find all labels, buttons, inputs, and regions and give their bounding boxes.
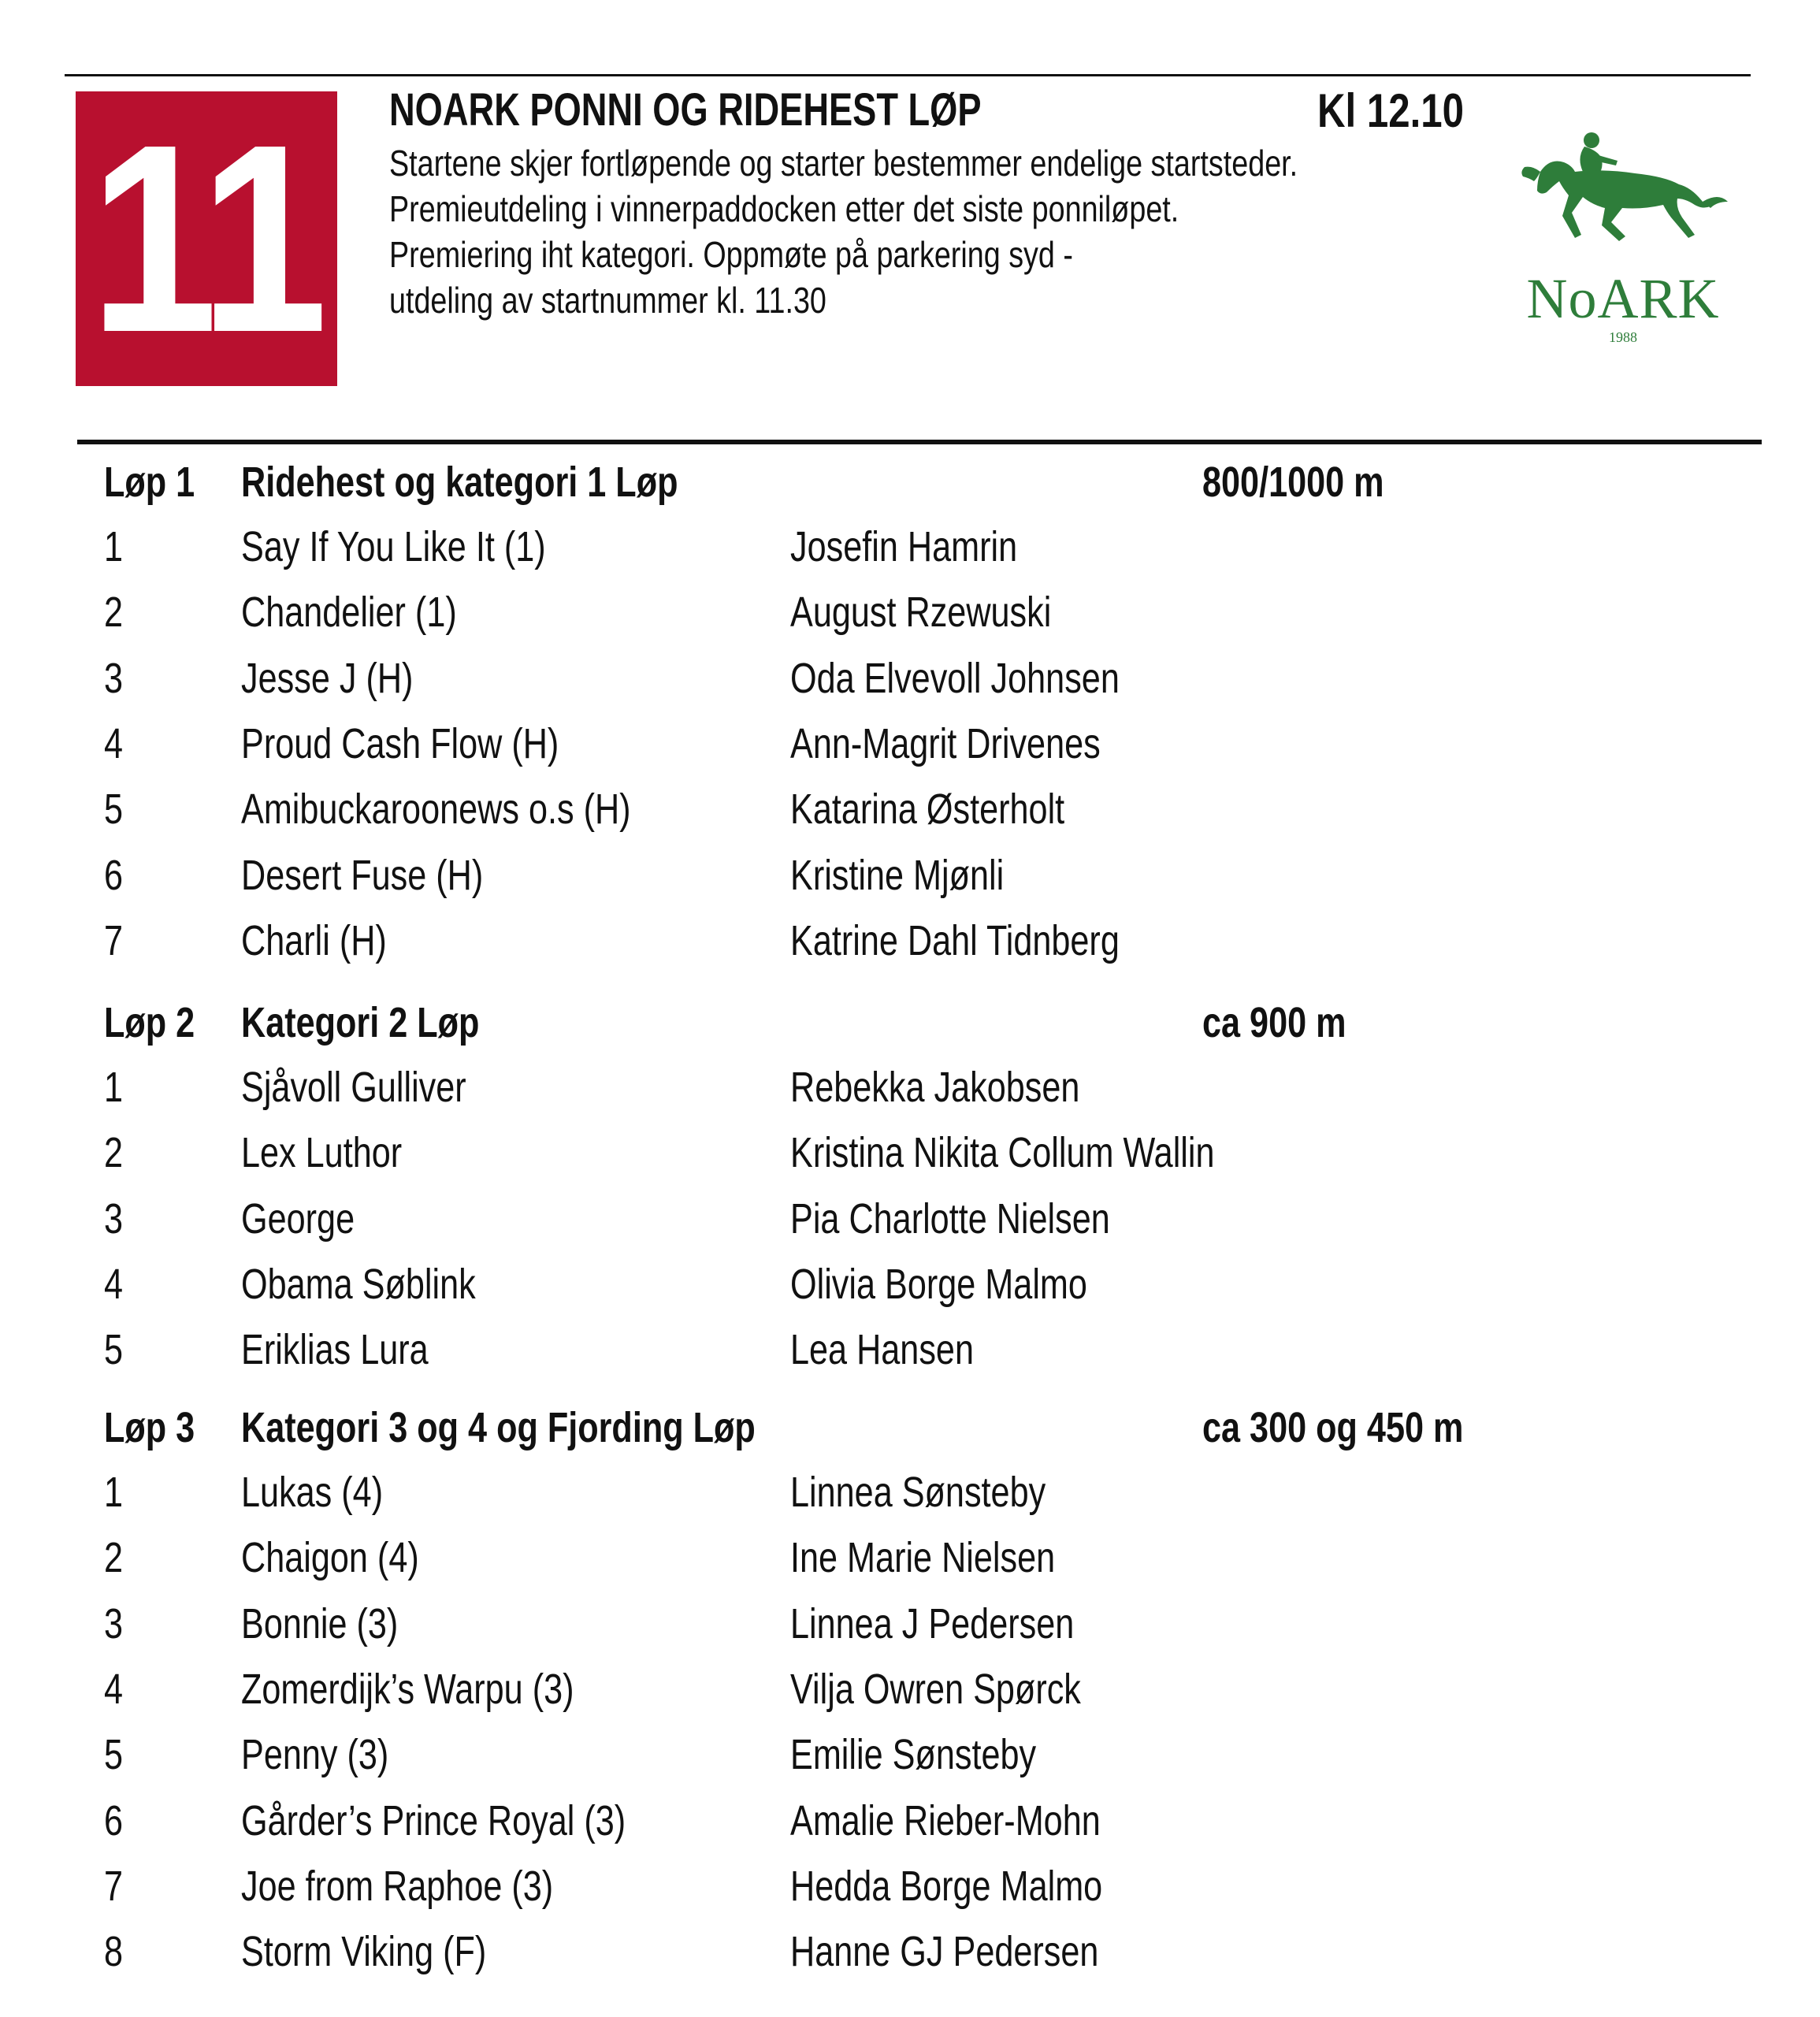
entry-number: 2 (104, 1534, 124, 1582)
entry-number: 2 (104, 589, 124, 637)
horse-name: Chaigon (4) (241, 1534, 419, 1582)
heat-header (0, 1396, 1820, 1459)
heat-label: Løp 1 (104, 459, 195, 506)
entry-row (0, 778, 1820, 841)
heat-distance: 800/1000 m (1202, 459, 1384, 506)
entry-row (0, 1855, 1820, 1918)
entry-row (0, 1253, 1820, 1316)
heat-header (0, 451, 1820, 514)
entry-number: 4 (104, 1665, 124, 1713)
description-line: Premiering iht kategori. Oppmøte på parkering syd - (389, 234, 1073, 275)
horse-name: Charli (H) (241, 916, 387, 964)
heat-distance: ca 300 og 450 m (1202, 1404, 1464, 1451)
race-title: NOARK PONNI OG RIDEHEST LØP (389, 84, 982, 136)
horse-name: Penny (3) (241, 1731, 389, 1779)
description-line: utdeling av startnummer kl. 11.30 (389, 280, 826, 321)
rider-name: Emilie Sønsteby (790, 1731, 1037, 1779)
entry-number: 1 (104, 1064, 124, 1111)
entry-row (0, 647, 1820, 710)
rider-name: Katarina Østerholt (790, 786, 1065, 834)
rider-name: Lea Hansen (790, 1326, 974, 1374)
rider-name: Oda Elvevoll Johnsen (790, 654, 1120, 702)
rider-name: Rebekka Jakobsen (790, 1064, 1080, 1111)
entry-number: 7 (104, 1862, 124, 1910)
entry-number: 8 (104, 1928, 124, 1976)
rider-name: Amalie Rieber-Mohn (790, 1796, 1101, 1844)
horse-name: Joe from Raphoe (3) (241, 1862, 554, 1910)
entry-number: 3 (104, 1194, 124, 1243)
entry-number: 5 (104, 786, 124, 834)
rider-name: Linnea J Pedersen (790, 1599, 1075, 1647)
heat-header (0, 991, 1820, 1054)
rider-name: Kristine Mjønli (790, 851, 1005, 899)
entry-number: 5 (104, 1326, 124, 1374)
entry-row (0, 1789, 1820, 1852)
rider-name: August Rzewuski (790, 589, 1052, 637)
entry-row (0, 1526, 1820, 1589)
rider-name: Hedda Borge Malmo (790, 1862, 1103, 1910)
entry-row (0, 1056, 1820, 1119)
entry-row (0, 1592, 1820, 1655)
rider-name: Linnea Sønsteby (790, 1469, 1046, 1516)
entry-row (0, 515, 1820, 578)
horse-name: Lukas (4) (241, 1469, 384, 1516)
entry-number: 4 (104, 719, 124, 767)
noark-logo (1517, 126, 1729, 347)
entry-row (0, 712, 1820, 775)
horse-name: Gårder’s Prince Royal (3) (241, 1796, 626, 1844)
entry-row (0, 1461, 1820, 1524)
horse-name: Lex Luthor (241, 1129, 403, 1177)
entry-row (0, 1318, 1820, 1381)
entry-row (0, 909, 1820, 972)
entry-number: 3 (104, 1599, 124, 1647)
entry-row (0, 1920, 1820, 1983)
entry-number: 7 (104, 916, 124, 964)
section-divider (77, 440, 1762, 444)
entry-number: 4 (104, 1260, 124, 1308)
heat-label: Løp 3 (104, 1404, 195, 1451)
horse-name: Proud Cash Flow (H) (241, 719, 559, 767)
horse-and-jockey-icon (1517, 126, 1729, 268)
rider-name: Olivia Borge Malmo (790, 1260, 1087, 1308)
entry-row (0, 1723, 1820, 1786)
logo-year: 1988 (1609, 329, 1637, 345)
heat-category: Ridehest og kategori 1 Løp (241, 459, 678, 506)
rider-name: Katrine Dahl Tidnberg (790, 916, 1120, 964)
heat-category: Kategori 3 og 4 og Fjording Løp (241, 1404, 756, 1451)
logo-wordmark: NoARK (1526, 267, 1720, 330)
rider-name: Hanne GJ Pedersen (790, 1928, 1099, 1976)
entry-number: 3 (104, 654, 124, 702)
heat-category: Kategori 2 Løp (241, 999, 480, 1046)
horse-name: Zomerdijk’s Warpu (3) (241, 1665, 574, 1713)
entry-row (0, 581, 1820, 644)
horse-name: Eriklias Lura (241, 1326, 429, 1374)
horse-name: George (241, 1194, 355, 1243)
horse-name: Obama Søblink (241, 1260, 476, 1308)
entry-number: 2 (104, 1129, 124, 1177)
horse-name: Storm Viking (F) (241, 1928, 487, 1976)
horse-name: Jesse J (H) (241, 654, 414, 702)
entry-row (0, 1187, 1820, 1250)
entry-row (0, 1658, 1820, 1721)
description-line: Premieutdeling i vinnerpaddocken etter det siste ponniløpet. (389, 188, 1179, 229)
entry-number: 6 (104, 851, 124, 899)
horse-name: Desert Fuse (H) (241, 851, 484, 899)
horse-name: Bonnie (3) (241, 1599, 399, 1647)
rider-name: Pia Charlotte Nielsen (790, 1194, 1110, 1243)
entry-number: 6 (104, 1796, 124, 1844)
rider-name: Ine Marie Nielsen (790, 1534, 1056, 1582)
rider-name: Josefin Hamrin (790, 523, 1018, 570)
entry-row (0, 844, 1820, 907)
horse-name: Sjåvoll Gulliver (241, 1064, 466, 1111)
rider-name: Vilja Owren Spørck (790, 1665, 1081, 1713)
entry-number: 5 (104, 1731, 124, 1779)
description-line: Startene skjer fortløpende og starter bestemmer endelige startsteder. (389, 143, 1298, 184)
race-number: 11 (90, 89, 323, 388)
race-time: Kl 12.10 (1317, 84, 1464, 137)
entry-row (0, 1121, 1820, 1184)
rider-name: Ann-Magrit Drivenes (790, 719, 1101, 767)
horse-name: Say If You Like It (1) (241, 523, 546, 570)
heat-label: Løp 2 (104, 999, 195, 1046)
race-description (389, 140, 1358, 323)
race-number-badge (76, 91, 337, 386)
entry-number: 1 (104, 523, 124, 570)
horse-name: Amibuckaroonews o.s (H) (241, 786, 631, 834)
heat-distance: ca 900 m (1202, 999, 1346, 1046)
top-divider (65, 74, 1751, 76)
rider-name: Kristina Nikita Collum Wallin (790, 1129, 1215, 1177)
horse-name: Chandelier (1) (241, 589, 457, 637)
entry-number: 1 (104, 1469, 124, 1516)
